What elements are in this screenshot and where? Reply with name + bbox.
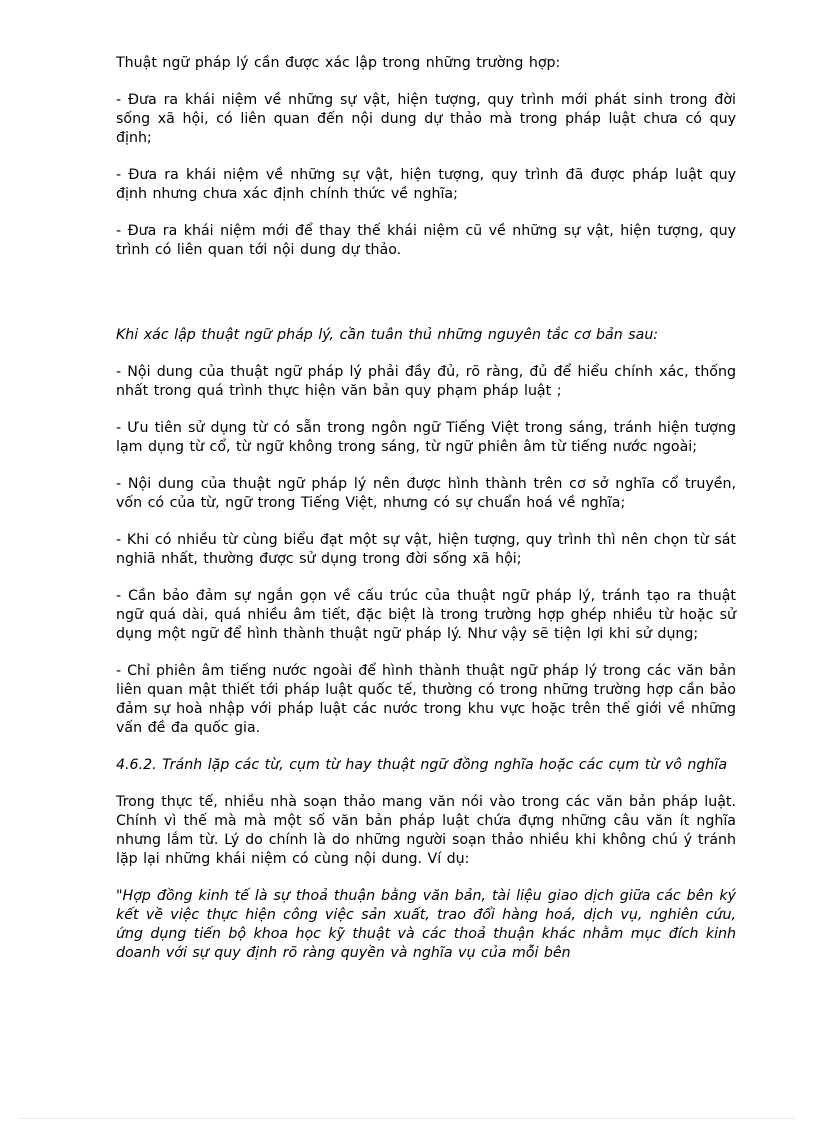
list-item: - Ưu tiên sử dụng từ có sẵn trong ngôn ngữ Tiếng Việt trong sáng, tránh hiện tượng lạm dụng từ cổ, từ ngữ không trong sáng, từ ngữ phiên âm từ tiếng nước ngoài; [116, 420, 736, 455]
list-item: - Nội dung của thuật ngữ pháp lý phải đầy đủ, rõ ràng, đủ để hiểu chính xác, thống nhất trong quá trình thực hiện văn bản quy phạm pháp luật ; [116, 364, 736, 399]
list-item: - Cần bảo đảm sự ngắn gọn về cấu trúc của thuật ngữ pháp lý, tránh tạo ra thuật ngữ quá dài, quá nhiều âm tiết, đặc biệt là trong trường hợp ghép nhiều từ hoặc sử dụng một ngữ để hình thành thuật ngữ pháp lý. Như vậy sẽ tiện lợi khi sử dụng; [116, 588, 736, 642]
body-paragraph: Trong thực tế, nhiều nhà soạn thảo mang văn nói vào trong các văn bản pháp luật. Chính vì thế mà mà một số văn bản pháp luật chứa đựng những câu văn ít nghĩa nhưng lắm từ. Lý do chính là do những người soạn thảo nhiều khi không chú ý tránh lặp lại những khái niệm có cùng nội dung. Ví dụ: [116, 794, 736, 867]
intro-paragraph: Thuật ngữ pháp lý cần được xác lập trong những trường hợp: [116, 55, 561, 71]
list-item: - Đưa ra khái niệm về những sự vật, hiện tượng, quy trình đã được pháp luật quy định nhưng chưa xác định chính thức về nghĩa; [116, 167, 736, 202]
list-item: - Nội dung của thuật ngữ pháp lý nên được hình thành trên cơ sở nghĩa cổ truyền, vốn có của từ, ngữ trong Tiếng Việt, nhưng có sự chuẩn hoá về nghĩa; [116, 476, 736, 511]
principles-heading: Khi xác lập thuật ngữ pháp lý, cần tuân thủ những nguyên tắc cơ bản sau: [116, 327, 659, 343]
list-item: - Chỉ phiên âm tiếng nước ngoài để hình thành thuật ngữ pháp lý trong các văn bản liên quan mật thiết tới pháp luật quốc tế, thường có trong những trường hợp cần bảo đảm sự hoà nhập với pháp luật các nước trong khu vực hoặc trên thế giới về những vấn đề đa quốc gia. [116, 663, 736, 736]
list-item: - Khi có nhiều từ cùng biểu đạt một sự vật, hiện tượng, quy trình thì nên chọn từ sát nghiã nhất, thường được sử dụng trong đời sống xã hội; [116, 532, 736, 567]
list-item: - Đưa ra khái niệm về những sự vật, hiện tượng, quy trình mới phát sinh trong đời sống xã hội, có liên quan đến nội dung dự thảo mà trong pháp luật chưa có quy định; [116, 92, 736, 146]
example-quote: "Hợp đồng kinh tế là sự thoả thuận bằng văn bản, tài liệu giao dịch giữa các bên ký kết về việc thực hiện công việc sản xuất, trao đổi hàng hoá, dịch vụ, nghiên cứu, ứng dụng tiến bộ khoa học kỹ thuật và các thoả thuận khác nhằm mục đích kinh doanh với sự quy định rõ ràng quyền và nghĩa vụ của mỗi bên [116, 888, 736, 961]
list-item: - Đưa ra khái niệm mới để thay thế khái niệm cũ về những sự vật, hiện tượng, quy trình có liên quan tới nội dung dự thảo. [116, 223, 736, 258]
section-heading: 4.6.2. Tránh lặp các từ, cụm từ hay thuật ngữ đồng nghĩa hoặc các cụm từ vô nghĩa [116, 757, 728, 773]
document-page [116, 54, 736, 963]
page-bottom-divider [20, 1118, 796, 1119]
